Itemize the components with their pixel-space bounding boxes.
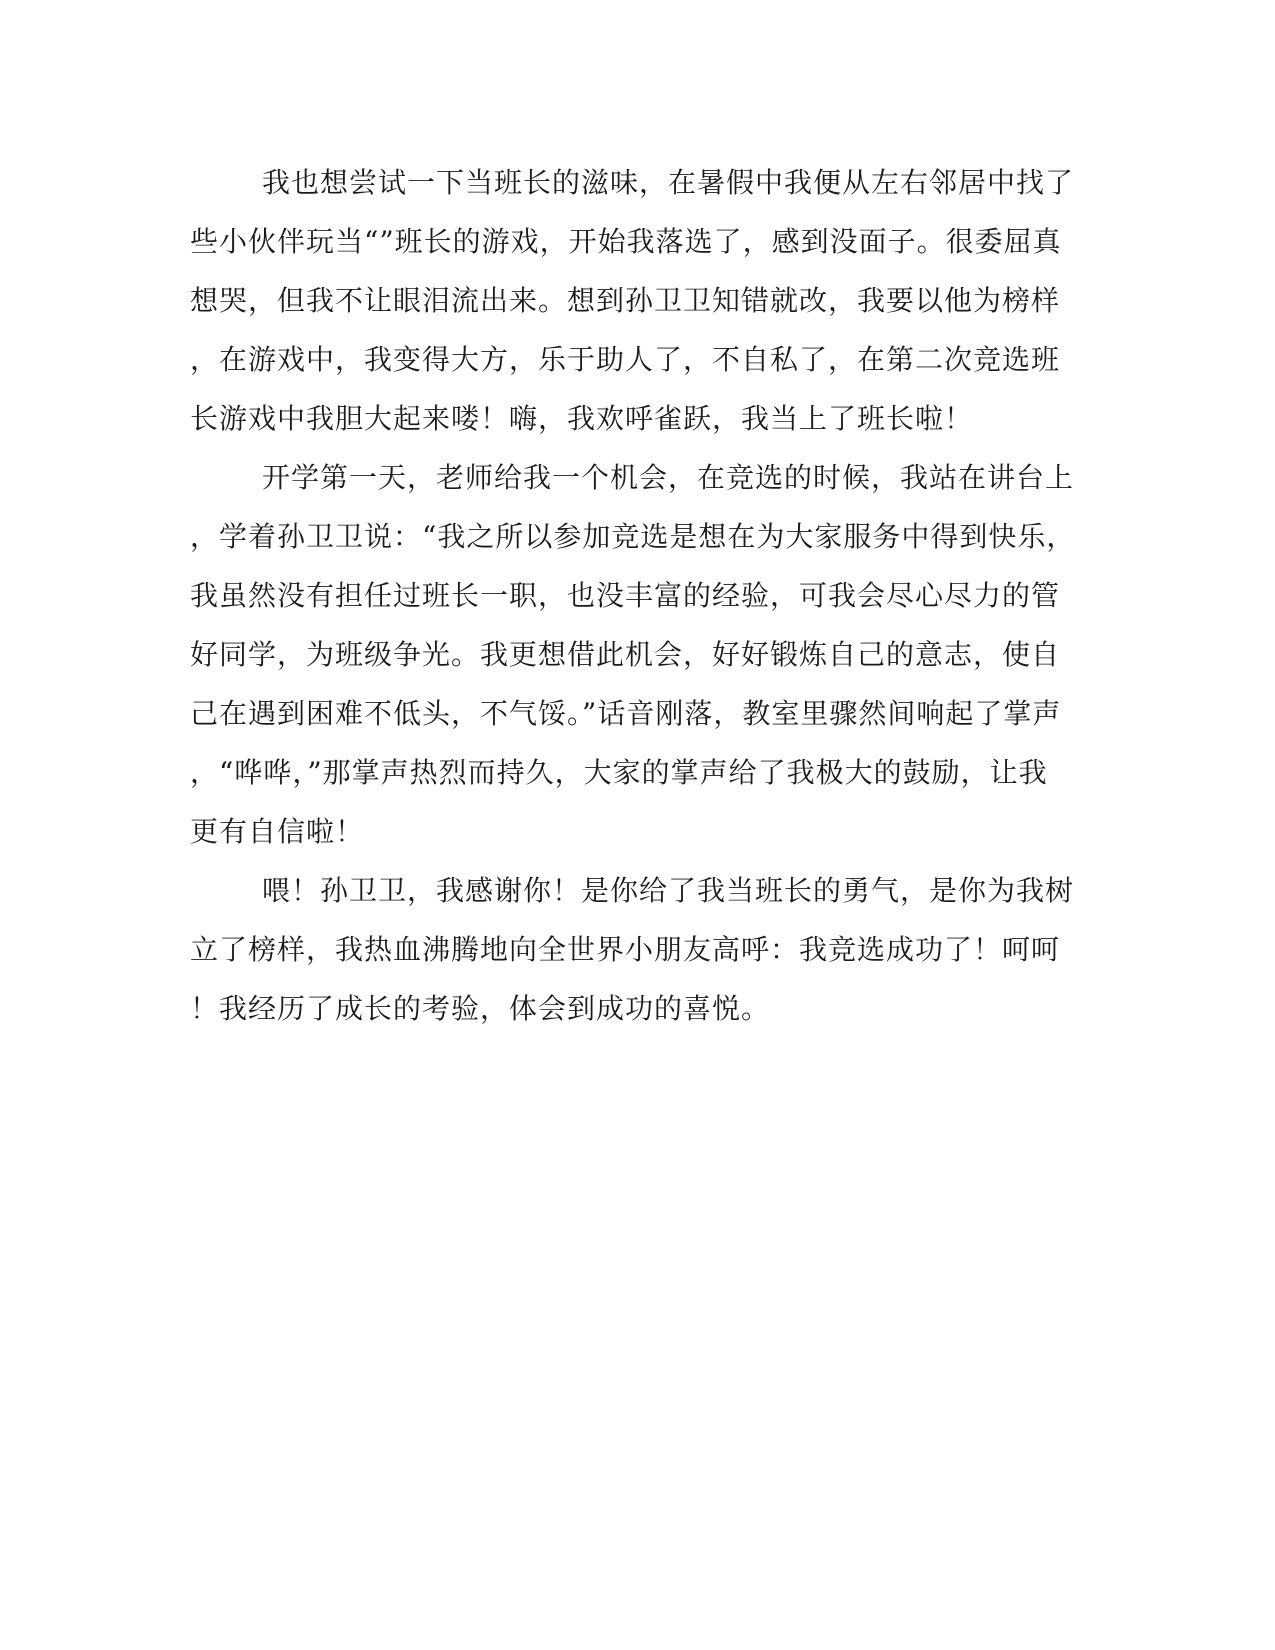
paragraph-3-line-2: 立了榜样，我热血沸腾地向全世界小朋友高呼：我竞选成功了！呵呵 xyxy=(190,933,1061,966)
paragraph-1-line-5: 长游戏中我胆大起来喽！嗨，我欢呼雀跃，我当上了班长啦！ xyxy=(190,402,974,435)
paragraph-1-line-2: 些小伙伴玩当“”班长的游戏，开始我落选了，感到没面子。很委屈真 xyxy=(190,225,1062,258)
paragraph-1-line-3: 想哭，但我不让眼泪流出来。想到孙卫卫知错就改，我要以他为榜样 xyxy=(190,284,1061,317)
paragraph-1-line-1: 我也想尝试一下当班长的滋味，在暑假中我便从左右邻居中找了 xyxy=(262,166,1075,199)
paragraph-2-line-6: ，“哗哗，”那掌声热烈而持久，大家的掌声给了我极大的鼓励，让我 xyxy=(190,756,1048,789)
paragraph-2-line-2: ，学着孙卫卫说：“我之所以参加竞选是想在为大家服务中得到快乐， xyxy=(190,520,1076,553)
paragraph-3-line-3: ！我经历了成长的考验，体会到成功的喜悦。 xyxy=(190,992,771,1025)
paragraph-3-line-1: 喂！孙卫卫，我感谢你！是你给了我当班长的勇气，是你为我树 xyxy=(262,874,1075,907)
paragraph-2-line-1: 开学第一天，老师给我一个机会，在竞选的时候，我站在讲台上 xyxy=(262,461,1075,494)
paragraph-1-line-4: ，在游戏中，我变得大方，乐于助人了，不自私了，在第二次竞选班 xyxy=(190,343,1061,376)
paragraph-2-line-3: 我虽然没有担任过班长一职，也没丰富的经验，可我会尽心尽力的管 xyxy=(190,579,1061,612)
paragraph-2-line-5: 己在遇到困难不低头，不气馁。”话音刚落，教室里骤然间响起了掌声 xyxy=(190,697,1062,730)
paragraph-2-line-7: 更有自信啦！ xyxy=(190,815,365,848)
paragraph-2-line-4: 好同学，为班级争光。我更想借此机会，好好锻炼自己的意志，使自 xyxy=(190,638,1061,671)
